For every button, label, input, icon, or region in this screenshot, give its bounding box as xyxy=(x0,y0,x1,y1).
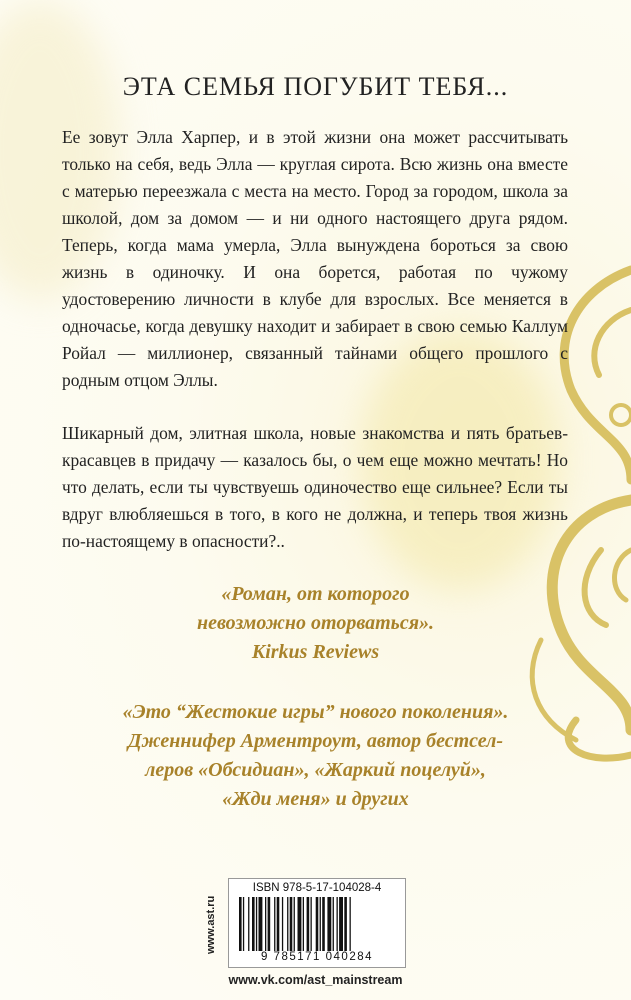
barcode-block xyxy=(228,878,406,968)
social-link: www.vk.com/ast_mainstream xyxy=(228,973,403,987)
review-quote-kirkus xyxy=(40,580,591,667)
isbn-text: ISBN 978-5-17-104028-4 xyxy=(252,882,382,894)
description-paragraph-2: Шикарный дом, элитная школа, новые знакомства и пять братьев-красавцев в придачу — казалось бы, о чем еще можно мечтать! Но что делать, если ты чувствуешь одиночество еще сильнее? Если ты вдруг влюбляешься в того, в кого не должна, и теперь твоя жизнь по-настоящему в опасности?.. xyxy=(62,423,568,551)
quote-source: Дженнифер Арментроут, автор бестсел- xyxy=(127,730,504,752)
publisher-site: www.ast.ru xyxy=(205,895,217,955)
review-quote-armentrout xyxy=(40,698,591,814)
headline: ЭТА СЕМЬЯ ПОГУБИТ ТЕБЯ... xyxy=(122,72,509,101)
barcode-digits: 9 785171 040284 xyxy=(260,951,374,963)
barcode-icon xyxy=(239,897,395,951)
quote-source: Kirkus Reviews xyxy=(251,641,380,663)
quote-source: «Жди меня» и других xyxy=(222,788,409,810)
description-paragraph-1: Ее зовут Элла Харпер, и в этой жизни она может рассчитывать только на себя, ведь Элла — круглая сирота. Всю жизнь она вместе с матерью переезжала с места на место. Город за городом, школа за школой, дом за домом — и ни одного настоящего друга рядом. Теперь, когда мама умерла, Элла вынуждена бороться за свою жизнь в одиночку. И она борется, работая по чужому удостоверению личности в клубе для взрослых. Все меняется в одночасье, когда девушку находит и забирает в свою семью Каллум Ройал — миллионер, связанный тайнами общего прошлого с родным отцом Эллы. xyxy=(62,127,568,390)
quote-text: «Роман, от которого xyxy=(221,583,410,605)
quote-text: невозможно оторваться». xyxy=(196,612,434,634)
quote-text: «Это “Жестокие игры” нового поколения». xyxy=(122,701,509,723)
quote-source: леров «Обсидиан», «Жаркий поцелуй», xyxy=(145,759,486,781)
